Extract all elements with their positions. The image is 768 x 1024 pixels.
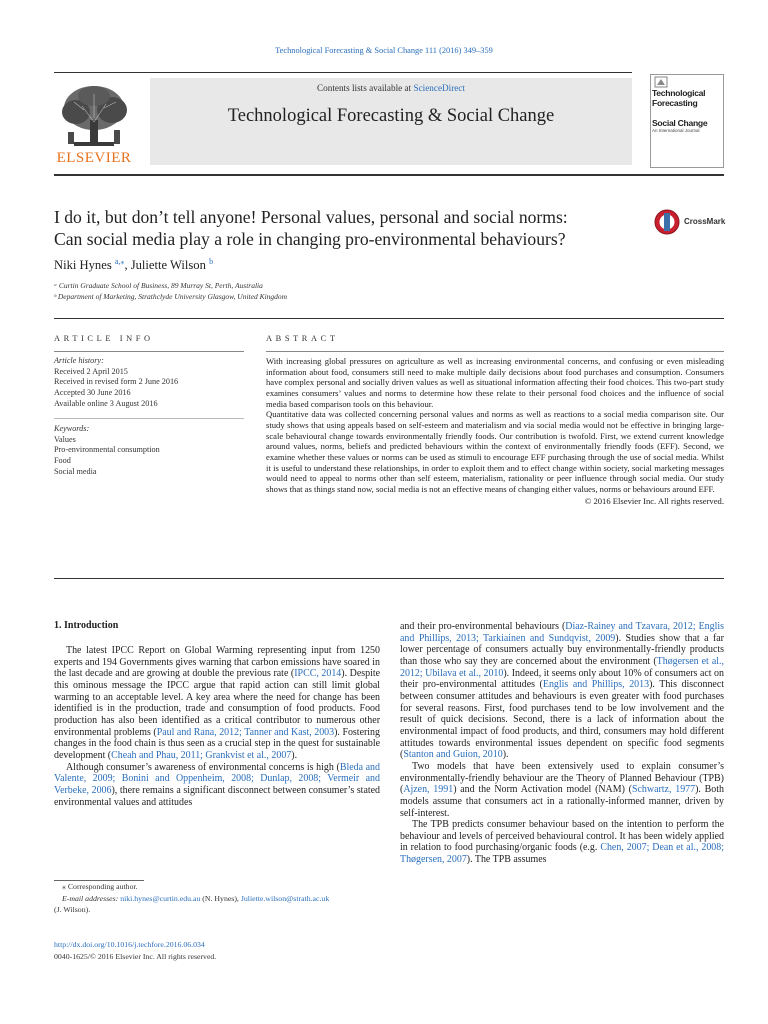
body-paragraph bbox=[400, 761, 724, 819]
body-text: ). Studies show that a far lower percentage of consumers actually buy environmentally-friendly products than those who say they are concerned about the environment ( bbox=[400, 632, 724, 667]
history-item: Received in revised form 2 June 2016 bbox=[54, 377, 179, 387]
email-link[interactable]: Juliette.wilson@strath.ac.uk bbox=[240, 894, 330, 903]
body-text: Although consumer’s awareness of environmental concerns is high ( bbox=[66, 761, 340, 773]
introduction-heading: 1. Introduction bbox=[54, 620, 119, 631]
body-text: ). The TPB assumes bbox=[466, 854, 547, 866]
cover-title bbox=[652, 88, 722, 128]
body-text: The TPB predicts consumer behaviour based on the intention to perform the behaviour and levels of perceived behavioural control. It has been widely applied in relation to food purchasing/organic foods (e.g. bbox=[400, 819, 724, 854]
citation-link[interactable]: IPCC, 2014 bbox=[294, 668, 342, 680]
abstract-paragraph: Quantitative data was collected concerning personal values and norms as well as reactions to a social media comparison site. Our study shows that using appeals based on self-esteem and materialism and via social media would not be effective in bringing large-scale behavioural change towards environmentally friendly foods. Our contribution is twofold. First, we extend current knowledge around values, norms, beliefs and predicted behaviours within the context of environmentally friendly foods (EFF). Second, we examine whether these values or norms can be used as stimuli to encourage EFF purchasing through the use of social media. Whilst it is useful to understand these relationships, in order to exploit them and to effect change within society, social marketing messages would need to appeal to norms other than self esteem, materialism, rationality or peer influence through social media. Our study shows that as things stand now, social media is not an effective means of changing either values, norms or behaviours around EFF. bbox=[266, 409, 724, 494]
body-text: ). Fostering changes in the food chain is thus seen as a crucial step in the quest for sustainable development ( bbox=[54, 726, 380, 761]
article-info-rule bbox=[54, 351, 244, 352]
email-owner: (N. Hynes), bbox=[200, 894, 241, 903]
footnote-rule bbox=[54, 880, 144, 881]
article-info-heading: ARTICLE INFO bbox=[54, 334, 154, 343]
cover-title-line: Technological bbox=[652, 88, 706, 98]
citation-link[interactable]: Englis and Phillips, 2013 bbox=[542, 679, 650, 691]
history-item: Received 2 April 2015 bbox=[54, 366, 128, 376]
issn-copyright: 0040-1625/© 2016 Elsevier Inc. All rights reserved. bbox=[54, 952, 217, 961]
keywords bbox=[54, 424, 244, 478]
cover-emblem-icon bbox=[654, 76, 668, 88]
elsevier-wordmark: ELSEVIER bbox=[56, 150, 132, 166]
body-text: ). This disconnect between consumer attitudes and behaviours is even greater with food purchases for several reasons. First, food purchases tend to be low involvement and the result of quick decisions. Second, there is a lack of information about the environmental impact of food products, and third, consumers may hold different attitudes towards environmental issues dependent on specific food segments ( bbox=[400, 679, 725, 761]
email-label: E-mail addresses: bbox=[62, 894, 121, 903]
article-history bbox=[54, 356, 244, 410]
sciencedirect-link[interactable]: ScienceDirect bbox=[413, 83, 465, 93]
body-column-right bbox=[400, 621, 724, 866]
article-history-label: Article history: bbox=[54, 356, 104, 365]
email-link[interactable]: niki.hynes@curtin.edu.au bbox=[120, 894, 201, 903]
body-text: ). Indeed, it seems only about 10% of consumers act on their pro-environmental attitudes ( bbox=[400, 667, 724, 691]
authors bbox=[54, 257, 213, 273]
author-affiliation-mark[interactable]: a,⁎ bbox=[114, 257, 125, 266]
body-text: ), there remains a significant disconnect between consumer’s stated environmental values and attitudes bbox=[54, 784, 380, 808]
body-text: and their pro-environmental behaviours ( bbox=[400, 621, 566, 632]
citation-link[interactable]: Chen, 2007; Dean et al., 2008; Thøgersen, 2007 bbox=[400, 842, 725, 866]
body-text: Two models that have been extensively used to explain consumer’s environmentally-friendly behaviour are the Theory of Planned Behaviour (TPB) ( bbox=[400, 760, 724, 796]
journal-citation[interactable]: Technological Forecasting & Social Change 111 (2016) 349–359 bbox=[275, 46, 493, 55]
abstract-paragraph: With increasing global pressures on agriculture as well as increasing environmental concerns, and confusing or even misleading information about food, consumers still need to make multiple daily decisions about food purchases and consumption. Consumers have complex personal and socially driven values as well as situational information affecting their food choices. This two-part study examines consumers’ values and norms to determine how these relate to their personal food choices and the influence of social media based comparison tools on this behaviour. bbox=[266, 356, 724, 409]
history-item: Accepted 30 June 2016 bbox=[54, 388, 131, 398]
abstract-body bbox=[266, 356, 724, 506]
cover-title-line: Social Change bbox=[652, 118, 708, 128]
crossmark-label[interactable]: CrossMark bbox=[684, 217, 726, 226]
affiliation-b: ᵇ Department of Marketing, Strathclyde University Glasgow, United Kingdom bbox=[54, 292, 288, 301]
citation-link[interactable]: Ajzen, 1991 bbox=[403, 784, 454, 796]
citation-link[interactable]: Stanton and Guion, 2010 bbox=[403, 749, 503, 761]
info-top-rule bbox=[54, 318, 724, 319]
keyword-item: Food bbox=[54, 456, 71, 466]
email-footnote bbox=[62, 894, 392, 904]
email-owner-2: (J. Wilson). bbox=[54, 905, 91, 914]
abstract-rule bbox=[266, 351, 724, 352]
abstract-bottom-rule bbox=[54, 578, 724, 579]
header-bottom-rule bbox=[54, 174, 724, 176]
citation-link[interactable]: Paul and Rana, 2012; Tanner and Kast, 2003 bbox=[156, 726, 335, 738]
author-name: Niki Hynes bbox=[54, 258, 112, 273]
cover-subtitle: An International Journal bbox=[652, 128, 700, 133]
affiliation-a: ᵃ Curtin Graduate School of Business, 89 Murray St, Perth, Australia bbox=[54, 281, 263, 290]
cover-title-line: Forecasting bbox=[652, 98, 698, 108]
body-paragraph bbox=[400, 621, 724, 761]
article-title bbox=[54, 206, 634, 250]
abstract-heading: ABSTRACT bbox=[266, 334, 339, 343]
keyword-item: Social media bbox=[54, 466, 97, 476]
citation-link[interactable]: Bleda and Valente, 2009; Bonini and Oppenheim, 2008; Dunlap, 2008; Vermeir and Verbeke, 2006 bbox=[54, 761, 380, 796]
contents-line bbox=[150, 83, 632, 93]
citation-link[interactable]: Thøgersen et al., 2012; Ubilava et al., 2010 bbox=[400, 655, 724, 679]
citation-link[interactable]: Cheah and Phau, 2011; Grankvist et al., 2007 bbox=[111, 749, 292, 761]
keywords-label: Keywords: bbox=[54, 424, 90, 433]
info-divider bbox=[54, 418, 244, 419]
body-paragraph bbox=[54, 762, 380, 809]
keyword-item: Pro-environmental consumption bbox=[54, 445, 160, 455]
body-column-left bbox=[54, 645, 380, 808]
citation-link[interactable]: Diaz-Rainey and Tzavara, 2012; Englis and Phillips, 2013; Tarkiainen and Sundqvist, 2009 bbox=[400, 621, 724, 644]
body-text: ) and the Norm Activation model (NAM) ( bbox=[453, 784, 632, 796]
body-text: The latest IPCC Report on Global Warming representing input from 1250 experts and 194 Governments gives warning that carbon emissions have soared in the last decade and are growing at double the previous rate ( bbox=[54, 645, 380, 680]
author-affiliation-mark[interactable]: b bbox=[209, 257, 214, 266]
body-text: ). bbox=[291, 749, 298, 761]
doi-link[interactable]: http://dx.doi.org/10.1016/j.techfore.2016.06.034 bbox=[54, 940, 205, 949]
keyword-item: Values bbox=[54, 434, 76, 444]
body-paragraph bbox=[400, 819, 724, 866]
corresponding-author-note: ⁎ Corresponding author. bbox=[62, 882, 138, 891]
contents-prefix: Contents lists available at bbox=[317, 83, 414, 93]
article-title-line: I do it, but don’t tell anyone! Personal values, personal and social norms: bbox=[54, 207, 568, 227]
author-name: Juliette Wilson bbox=[130, 258, 206, 273]
body-text: ). bbox=[502, 749, 509, 761]
author-separator: , bbox=[124, 258, 131, 273]
article-title-line: Can social media play a role in changing pro-environmental behaviours? bbox=[54, 229, 566, 249]
body-text: ). Both models assume that consumers act in a rationally-informed manner, driven by self-interest. bbox=[400, 784, 725, 819]
body-text: ). Despite this ominous message the IPCC argue that rapid action can still limit global warming to an acceptable level. A key area where the need for change has been identified is in the production, trade and consumption of food products. Food production has also been identified as a critical contributor to numerous other environmental problems ( bbox=[54, 668, 381, 738]
header-top-rule bbox=[54, 72, 632, 73]
abstract-copyright: © 2016 Elsevier Inc. All rights reserved. bbox=[584, 495, 724, 506]
body-paragraph bbox=[54, 645, 380, 762]
history-item: Available online 3 August 2016 bbox=[54, 398, 158, 408]
citation-link[interactable]: Schwartz, 1977 bbox=[631, 784, 696, 796]
journal-title: Technological Forecasting & Social Change bbox=[227, 106, 555, 126]
